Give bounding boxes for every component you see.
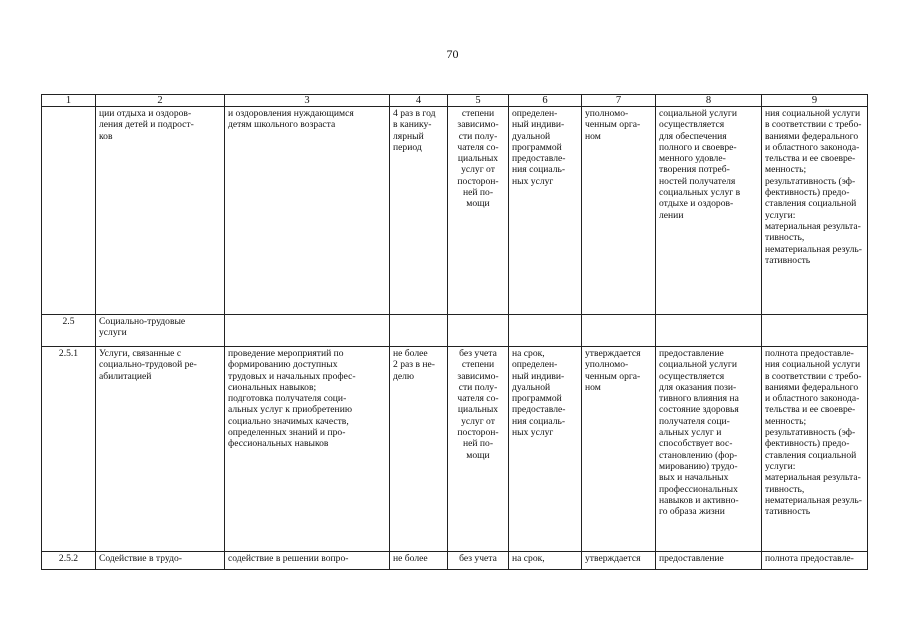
row-number: 2.5.2: [42, 552, 96, 570]
service-description-cell: содействие в решении вопро-: [225, 552, 390, 570]
quality-indicators-cell: ния социальной услуги в соответствии с требо- ваниями федерального и областного законода- тельства и ее своевре- менность; результативность (эф- фективность) предо- ставления социальной услуги: материальная результа- тивность, нематериальная резуль- тативность: [762, 107, 868, 315]
table-row: [42, 347, 868, 552]
empty-cell: [762, 315, 868, 347]
frequency-cell: не более: [390, 552, 448, 570]
service-description-cell: и оздоровления нуждающимся детям школьного возраста: [225, 107, 390, 315]
approval-cell: уполномо- ченным орга- ном: [582, 107, 656, 315]
header-row: [42, 95, 868, 107]
dependency-cell: степени зависимо- сти полу- чателя со- циальных услуг от посторон- ней по- мощи: [448, 107, 509, 315]
service-name-cell: ции отдыха и оздоров- ления детей и подрост- ков: [96, 107, 225, 315]
column-header: 3: [225, 95, 390, 107]
term-cell: на срок,: [509, 552, 582, 570]
table-row: [42, 107, 868, 315]
row-number: 2.5: [42, 315, 96, 347]
column-header: 2: [96, 95, 225, 107]
empty-cell: [656, 315, 762, 347]
column-header: 7: [582, 95, 656, 107]
dependency-cell: без учета: [448, 552, 509, 570]
section-title-cell: Социально-трудовые услуги: [96, 315, 225, 347]
column-header: 1: [42, 95, 96, 107]
empty-cell: [225, 315, 390, 347]
column-header: 6: [509, 95, 582, 107]
service-description-cell: проведение мероприятий по формированию доступных трудовых и начальных профес- сиональных навыков; подготовка получателя соци- альных услуг к приобретению социально значимых качеств, определенных знаний и про- фессиональных навыков: [225, 347, 390, 552]
column-header: 4: [390, 95, 448, 107]
services-table: [41, 94, 868, 570]
row-number: [42, 107, 96, 315]
quality-indicators-cell: полнота предоставле- ния социальной услуги в соответствии с требо- ваниями федерального и областного законода- тельства и ее своевре- менность; результативность (эф- фективность) предо- ставления социальной услуги: материальная результа- тивность, нематериальная резуль- тативность: [762, 347, 868, 552]
column-header: 9: [762, 95, 868, 107]
empty-cell: [509, 315, 582, 347]
conditions-cell: предоставление: [656, 552, 762, 570]
row-number: 2.5.1: [42, 347, 96, 552]
empty-cell: [582, 315, 656, 347]
section-row: [42, 315, 868, 347]
frequency-cell: 4 раз в год в канику- лярный период: [390, 107, 448, 315]
column-header: 8: [656, 95, 762, 107]
conditions-cell: социальной услуги осуществляется для обеспечения полного и своевре- менного удовле- творения потреб- ностей получателя социальных услуг в отдыхе и оздоров- лении: [656, 107, 762, 315]
column-header: 5: [448, 95, 509, 107]
quality-indicators-cell: полнота предоставле-: [762, 552, 868, 570]
conditions-cell: предоставление социальной услуги осуществляется для оказания пози- тивного влияния на состояние здоровья получателя соци- альных услуг и способствует вос- становлению (фор- мированию) трудо- вых и начальных профессиональных навыков и активно- го образа жизни: [656, 347, 762, 552]
table-row: [42, 552, 868, 570]
frequency-cell: не более 2 раз в не- делю: [390, 347, 448, 552]
term-cell: на срок, определен- ный индиви- дуальной программой предоставле- ния социаль- ных услуг: [509, 347, 582, 552]
service-name-cell: Содействие в трудо-: [96, 552, 225, 570]
dependency-cell: без учета степени зависимо- сти полу- чателя со- циальных услуг от посторон- ней по- мощи: [448, 347, 509, 552]
empty-cell: [390, 315, 448, 347]
page-number: 70: [446, 47, 459, 61]
approval-cell: утверждается уполномо- ченным орга- ном: [582, 347, 656, 552]
approval-cell: утверждается: [582, 552, 656, 570]
empty-cell: [448, 315, 509, 347]
term-cell: определен- ный индиви- дуальной программой предоставле- ния социаль- ных услуг: [509, 107, 582, 315]
service-name-cell: Услуги, связанные с социально-трудовой ре- абилитацией: [96, 347, 225, 552]
